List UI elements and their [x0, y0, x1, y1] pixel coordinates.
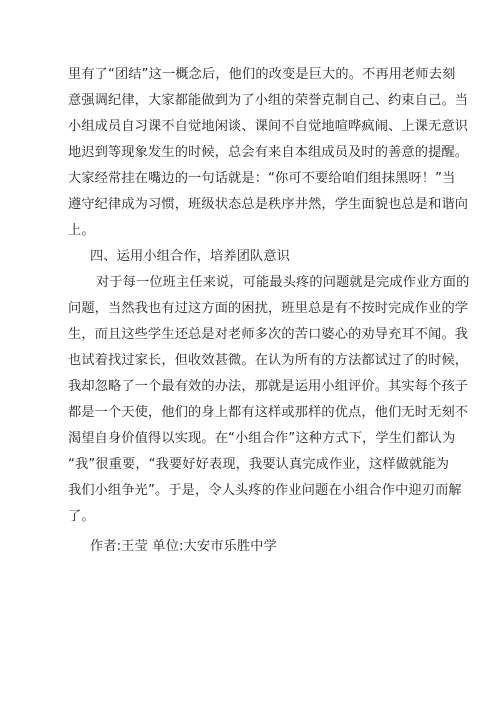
- paragraph-1-line-7: 上。: [68, 223, 95, 238]
- paragraph-1-line-6: 遵守纪律成为习惯，班级状态总是秩序井然，学生面貌也总是和谐向: [68, 197, 469, 212]
- section-heading: 四、运用小组合作，培养团队意识: [90, 249, 291, 264]
- paragraph-2-line-2: 问题，当然我也有过这方面的困扰，班里总是有不按时完成作业的学: [68, 301, 469, 316]
- paragraph-2-line-7: 渴望自身价值得以实现。在“小组合作”这种方式下，学生们都认为: [68, 431, 456, 446]
- paragraph-2-line-8: “我”很重要，“我要好好表现，我要认真完成作业，这样做就能为: [68, 457, 450, 472]
- paragraph-2-line-6: 都是一个天使，他们的身上都有这样或那样的优点，他们无时无刻不: [68, 405, 469, 420]
- paragraph-2-line-1: 对于每一位班主任来说，可能最头疼的问题就是完成作业方面的: [96, 275, 470, 290]
- paragraph-2-line-5: 我却忽略了一个最有效的办法，那就是运用小组评价。其实每个孩子: [68, 379, 469, 394]
- author-line: 作者:王莹 单位:大安市乐胜中学: [90, 539, 277, 554]
- paragraph-2-line-3: 生，而且这些学生还总是对老师多次的苦口婆心的劝导充耳不闻。我: [68, 327, 469, 342]
- paragraph-1-line-4: 地迟到等现象发生的时候，总会有来自本组成员及时的善意的提醒。: [68, 145, 469, 160]
- paragraph-1-line-3: 小组成员自习课不自觉地闲谈、课间不自觉地喧哗疯闹、上课无意识: [68, 119, 469, 134]
- paragraph-1-line-2: 意强调纪律，大家都能做到为了小组的荣誉克制自己、约束自己。当: [68, 93, 469, 108]
- paragraph-1-line-5: 大家经常挂在嘴边的一句话就是：“你可不要给咱们组抹黑呀！”当: [68, 171, 456, 186]
- paragraph-1-line-1: 里有了“团结”这一概念后，他们的改变是巨大的。不再用老师去刻: [68, 67, 456, 82]
- paragraph-2-line-10: 了。: [68, 509, 95, 524]
- paragraph-2-line-4: 也试着找过家长，但收效甚微。在认为所有的方法都试过了的时候，: [68, 353, 469, 368]
- paragraph-2-line-9: 我们小组争光”。于是，令人头疼的作业问题在小组合作中迎刃而解: [68, 483, 462, 498]
